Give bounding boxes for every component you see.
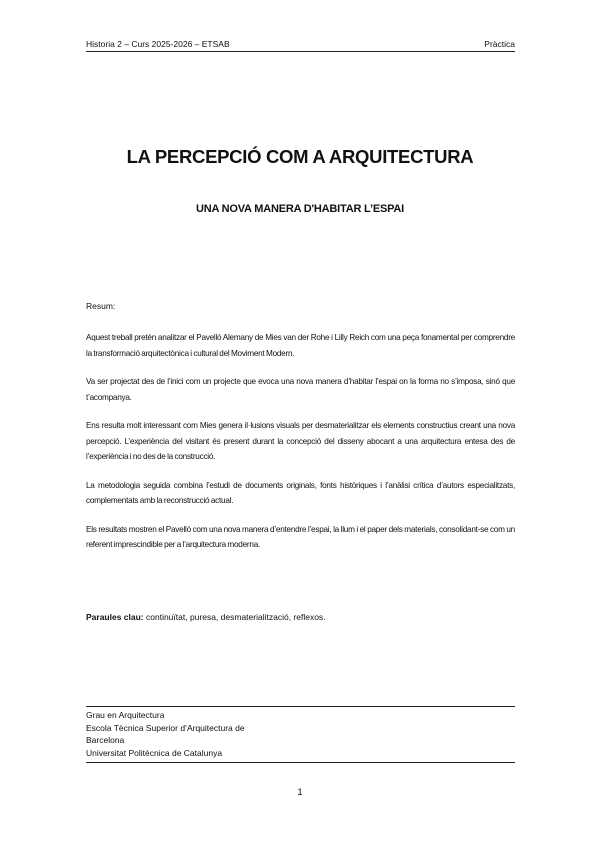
abstract-body — [86, 330, 515, 566]
abstract-label: Resum: — [86, 301, 116, 311]
footer-top-divider — [86, 706, 515, 707]
header-course-info: Historia 2 – Curs 2025-2026 – ETSAB — [86, 39, 230, 49]
institution-line: Barcelona — [86, 735, 125, 745]
institution-line: Grau en Arquitectura — [86, 710, 165, 720]
document-title: LA PERCEPCIÓ COM A ARQUITECTURA — [126, 146, 474, 167]
abstract-paragraph: Els resultats mostren el Pavelló com una nova manera d’entendre l’espai, la llum i el paper dels materials, consolidant-se com un referent imprescindible per a l’arquitectura moderna. — [86, 524, 515, 549]
footer-bottom-divider — [86, 762, 515, 763]
abstract-paragraph: Va ser projectat des de l’inici com un projecte que evoca una nova manera d’habitar l’espai on la forma no s’imposa, sinó que t’acompanya. — [86, 377, 515, 402]
abstract-paragraph: La metodologia seguida combina l’estudi de documents originals, fonts històriques i l’anàlisi crítica d’autors especialitzats, complementats amb la reconstrucció actual. — [86, 480, 515, 505]
page-header — [86, 38, 515, 52]
header-divider — [86, 51, 515, 52]
document-subtitle: UNA NOVA MANERA D'HABITAR L’ESPAI — [195, 203, 405, 215]
institution-line: Universitat Politècnica de Catalunya — [86, 747, 223, 758]
abstract-paragraph: Aquest treball pretén analitzar el Pavelló Alemany de Mies van der Rohe i Lilly Reich com una peça fonamental per comprendre la transformació arquitectònica i cultural del Moviment Modern. — [86, 333, 515, 358]
page-number: 1 — [297, 787, 303, 798]
keywords-label: Paraules clau: — [86, 612, 144, 622]
institution-line: Escola Tècnica Superior d’Arquitectura de — [86, 722, 245, 733]
keywords — [86, 612, 326, 622]
institution-block — [86, 709, 286, 759]
header-document-type: Pràctica — [484, 39, 515, 49]
abstract-paragraph: Ens resulta molt interessant com Mies genera il·lusions visuals per desmaterialitzar els elements constructius creant una nova percepció. L’experiència del visitant és present durant la concepció del disseny abocant a una arquitectura entesa des de l’experiència i no des de la construcció. — [86, 421, 515, 461]
keywords-value: continuïtat, puresa, desmaterialització, reflexos. — [143, 612, 326, 622]
